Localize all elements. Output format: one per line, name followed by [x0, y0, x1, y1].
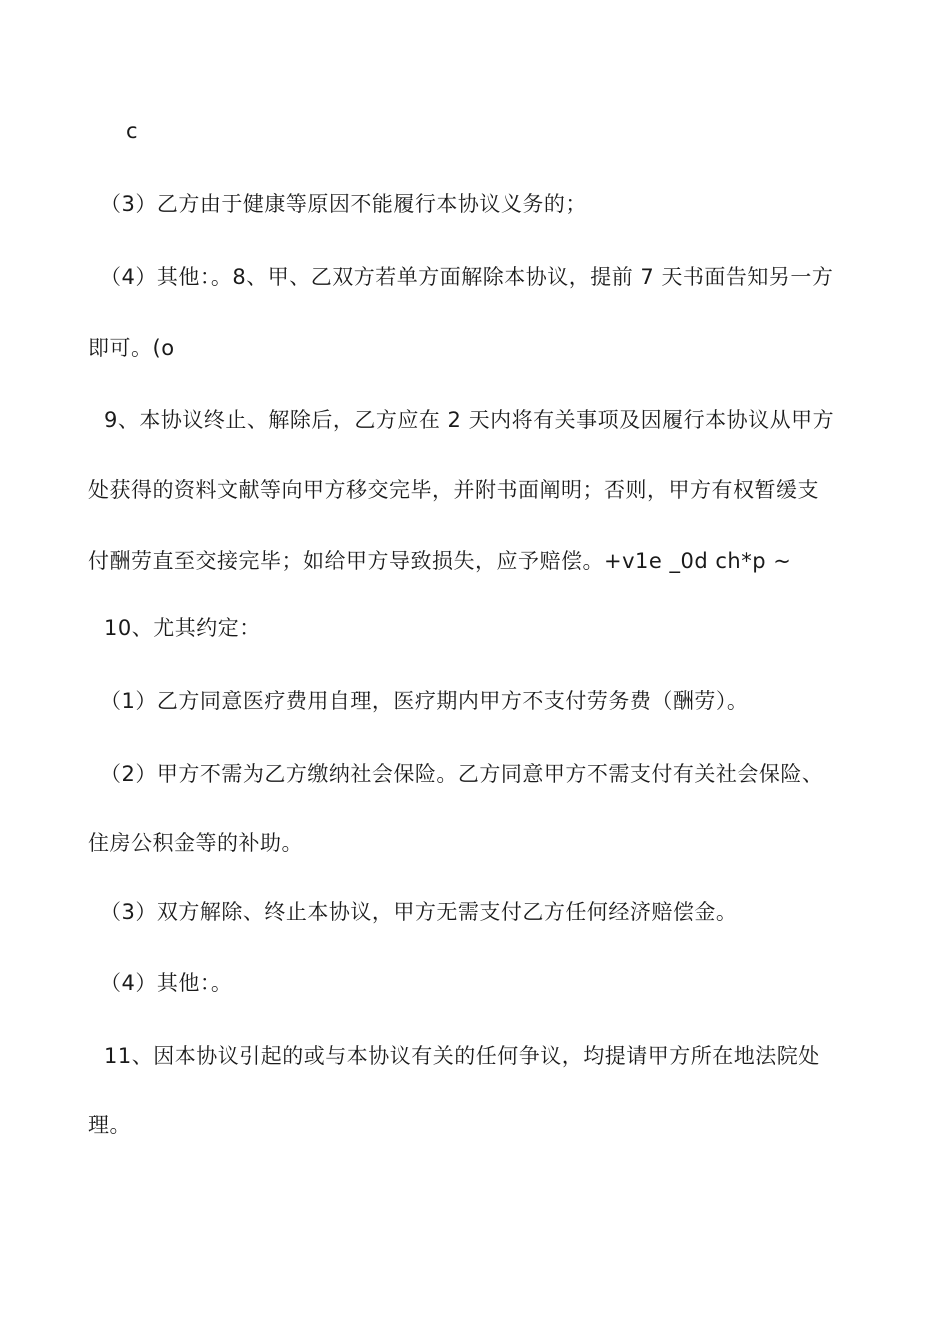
clause-11-continued: 理。 — [88, 1113, 131, 1137]
clause-7-item-4-and-clause-8: （4）其他：。8、甲、乙双方若单方面解除本协议，提前 7 天书面告知另一方 — [100, 265, 834, 289]
clause-10-item-2-continued: 住房公积金等的补助。 — [88, 831, 303, 855]
clause-9: 9、本协议终止、解除后，乙方应在 2 天内将有关事项及因履行本协议从甲方 — [104, 408, 835, 432]
clause-10-item-4: （4）其他：。 — [100, 971, 233, 995]
clause-10-item-2: （2）甲方不需为乙方缴纳社会保险。乙方同意甲方不需支付有关社会保险、 — [100, 762, 824, 786]
text-line-stray-c: c — [126, 119, 139, 143]
clause-10-item-3: （3）双方解除、终止本协议，甲方无需支付乙方任何经济赔偿金。 — [100, 900, 738, 924]
clause-11: 11、因本协议引起的或与本协议有关的任何争议，均提请甲方所在地法院处 — [104, 1044, 820, 1068]
clause-10-heading: 10、尤其约定： — [104, 616, 261, 640]
clause-9-continued-2: 付酬劳直至交接完毕；如给甲方导致损失，应予赔偿。+v1e _0d ch*p ~ — [88, 549, 792, 573]
clause-7-item-3: （3）乙方由于健康等原因不能履行本协议义务的； — [100, 192, 587, 216]
clause-10-item-1: （1）乙方同意医疗费用自理，医疗期内甲方不支付劳务费（酬劳）。 — [100, 689, 749, 713]
clause-8-continued: 即可。(o — [88, 336, 175, 360]
clause-9-continued-1: 处获得的资料文献等向甲方移交完毕，并附书面阐明；否则，甲方有权暂缓支 — [88, 478, 819, 502]
